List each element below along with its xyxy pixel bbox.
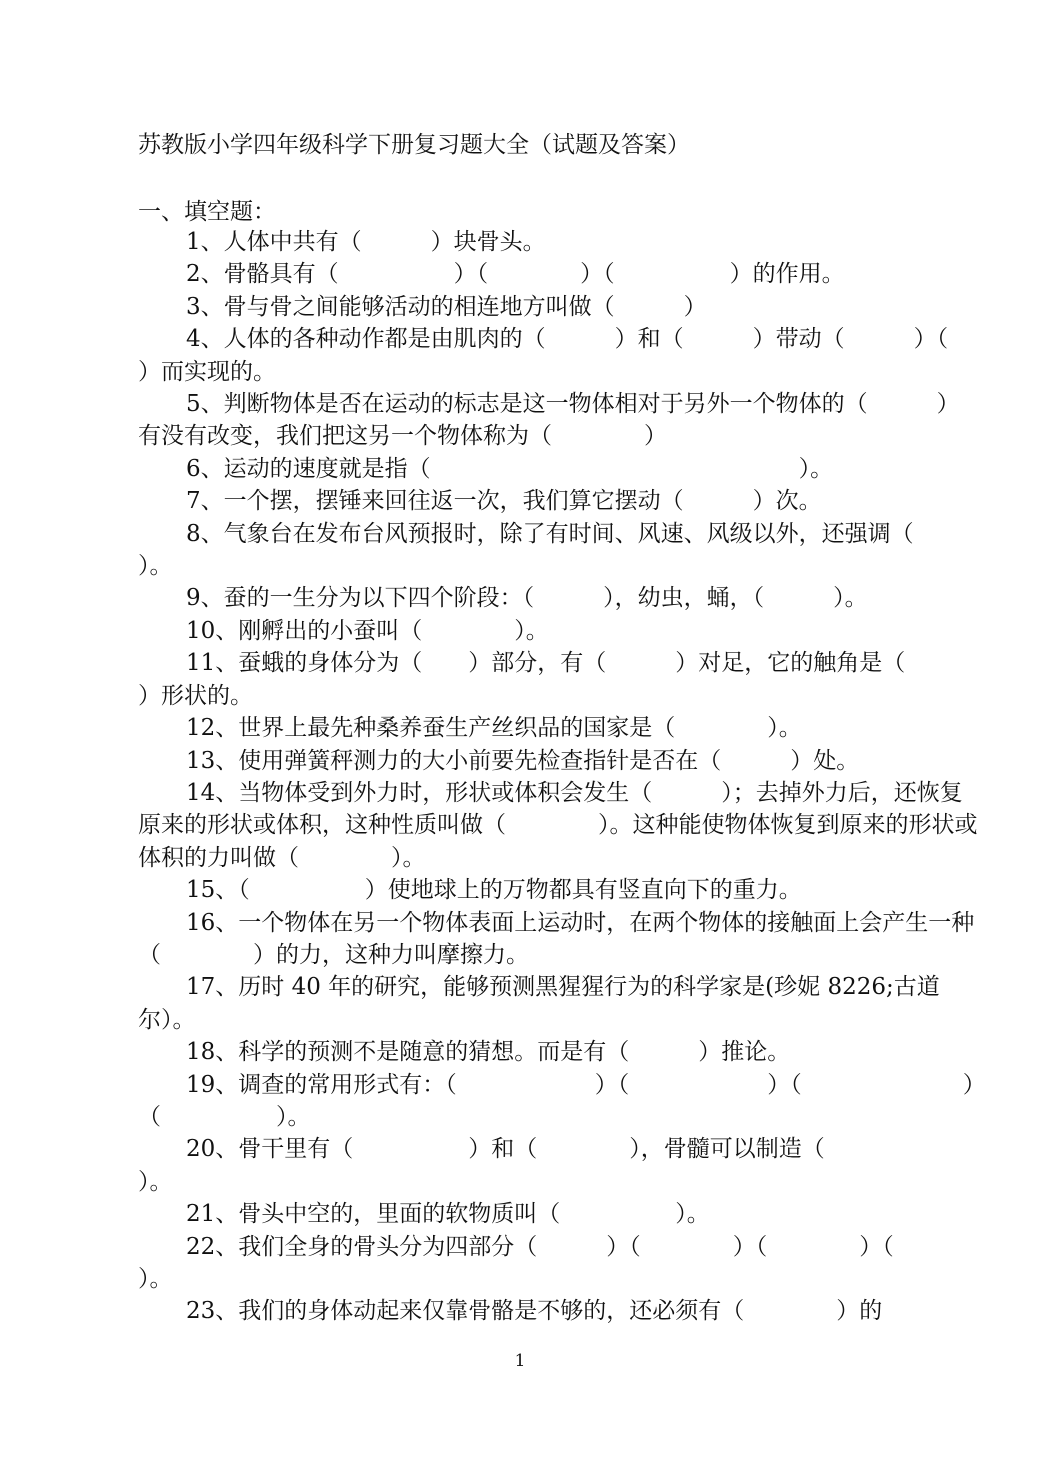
question-item: 4、人体的各种动作都是由肌肉的（ ）和（ ）带动（ ）（ ）而实现的。 (138, 326, 1018, 385)
page-number: 1 (514, 1351, 526, 1371)
question-list (138, 226, 1018, 1328)
question-item: 18、科学的预测不是随意的猜想。而是有（ ）推论。 (186, 1039, 791, 1066)
question-item: 1、人体中共有（ ）块骨头。 (186, 229, 546, 255)
question-item: 11、蚕蛾的身体分为（ ）部分，有（ ）对足，它的触角是（ ）形状的。 (138, 650, 998, 709)
question-item: 16、一个物体在另一个物体表面上运动时，在两个物体的接触面上会产生一种（ ）的力，这种力叫摩擦力。 (138, 909, 975, 968)
question-item: 5、判断物体是否在运动的标志是这一物体相对于另外一个物体的（ ）有没有改变，我们把这另一个物体称为（ ） (138, 391, 960, 450)
question-item: 21、骨头中空的，里面的软物质叫（ ）。 (186, 1201, 710, 1228)
question-item: 3、骨与骨之间能够活动的相连地方叫做（ ） (186, 293, 707, 320)
question-item: 2、骨骼具有（ ）（ ）（ ）的作用。 (186, 261, 845, 288)
question-item: 13、使用弹簧秤测力的大小前要先检查指针是否在（ ）处。 (186, 747, 860, 774)
question-item: 12、世界上最先种桑养蚕生产丝织品的国家是（ ）。 (186, 715, 802, 742)
question-item: 23、我们的身体动起来仅靠骨骼是不够的，还必须有（ ）的 (186, 1298, 883, 1325)
question-item: 9、蚕的一生分为以下四个阶段：（ ），幼虫，蛹，（ ）。 (186, 585, 868, 612)
question-item: 22、我们全身的骨头分为四部分（ ）（ ）（ ）（ ）。 (138, 1233, 986, 1292)
question-item: 7、一个摆，摆锤来回往返一次，我们算它摆动（ ）次。 (186, 488, 822, 515)
question-item: 20、骨干里有（ ）和（ ），骨髓可以制造（ ）。 (138, 1136, 963, 1195)
question-item: 6、运动的速度就是指（ ）。 (186, 455, 834, 482)
question-item: 10、刚孵出的小蚕叫（ ）。 (186, 617, 549, 644)
question-item: 14、当物体受到外力时，形状或体积会发生（ ）；去掉外力后，还恢复原来的形状或体积，这种性质叫做（ ）。这种能使物体恢复到原来的形状或体积的力叫做（ ）。 (138, 779, 978, 871)
question-item: 17、历时 40 年的研究，能够预测黑猩猩行为的科学家是(珍妮 8226;古道尔）。 (138, 974, 940, 1033)
document-title: 苏教版小学四年级科学下册复习题大全（试题及答案） (138, 132, 690, 158)
question-item: 8、气象台在发布台风预报时，除了有时间、风速、风级以外，还强调（ ）。 (138, 520, 983, 580)
section-heading-fill-in-blank: 一、填空题： (138, 199, 276, 225)
question-item: 15、（ ）使地球上的万物都具有竖直向下的重力。 (186, 877, 802, 904)
question-item: 19、调查的常用形式有：（ ）（ ）（ ）（ ）。 (138, 1071, 975, 1130)
